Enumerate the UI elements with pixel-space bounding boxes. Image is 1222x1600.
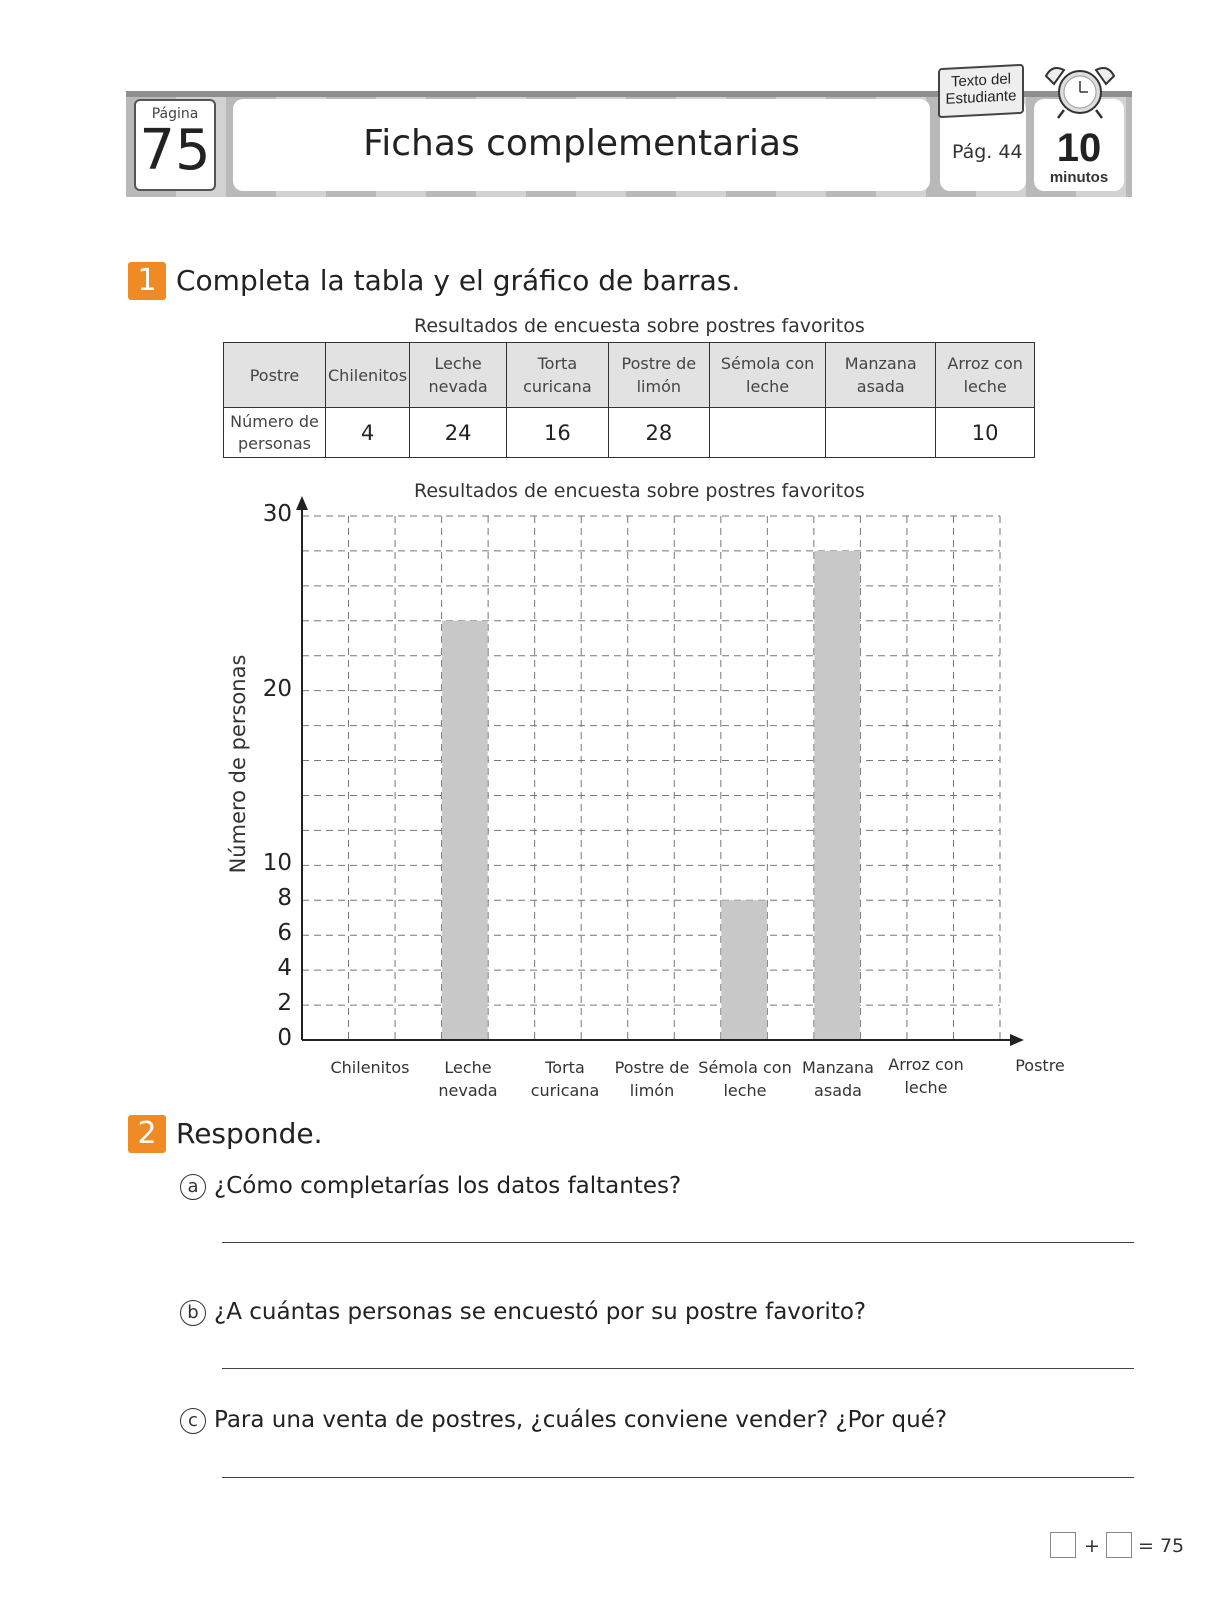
table-row-label: Número de personas [224,408,326,458]
table-cell[interactable]: 16 [507,408,609,458]
question-letter: b [180,1300,206,1326]
y-tick-label: 4 [277,955,292,982]
time-value: 10 [1056,126,1102,170]
section2-number-badge: 2 [128,1115,166,1153]
time-unit: minutos [1049,169,1109,186]
table-cell[interactable]: 10 [936,408,1035,458]
answer-line[interactable] [222,1242,1134,1243]
x-category-label: Sémola con leche [698,1058,792,1100]
book-page: Pág. 44 [952,141,1023,163]
page-number: 75 [139,118,211,183]
table-column-header: Chilenitos [326,343,410,408]
y-tick-label: 10 [262,850,292,877]
section1-instruction: Completa la tabla y el gráfico de barras. [176,264,741,297]
footer-box-1[interactable] [1050,1532,1076,1558]
y-tick-label: 30 [262,501,292,527]
table-column-header: Postre de limón [608,343,709,408]
x-axis-arrow-icon [1010,1034,1024,1046]
question-text: ¿Cómo completarías los datos faltantes? [214,1173,682,1199]
y-tick-label: 0 [277,1025,292,1051]
y-tick-label: 20 [262,675,292,702]
question-letter: c [180,1408,206,1434]
x-category-label: Postre de limón [614,1058,690,1100]
x-category-label: Manzana asada [802,1058,874,1100]
bar [721,900,767,1040]
question-text: Para una venta de postres, ¿cuáles conviene vender? ¿Por qué? [214,1407,948,1433]
x-category-label: Chilenitos [330,1058,410,1077]
book-ref-line2: Estudiante [945,87,1017,108]
chart-grid [302,516,1000,1040]
section2-instruction: Responde. [176,1117,323,1150]
table-cell[interactable]: 4 [326,408,410,458]
footer-box-2[interactable] [1106,1532,1132,1558]
page-label: Página [151,106,199,122]
y-tick-label: 2 [277,990,292,1017]
answer-line[interactable] [222,1368,1134,1369]
footer-equals: = 75 [1138,1535,1185,1557]
table-header-label: Postre [224,343,326,408]
book-ref-line1: Texto del [950,70,1012,91]
y-tick-label: 6 [277,920,292,947]
table-cell[interactable]: 28 [608,408,709,458]
chart-axes [296,496,1024,1046]
footer-plus: + [1084,1535,1100,1557]
chart-y-axis-label: Número de personas [226,654,250,874]
table-column-header: Sémola con leche [710,343,826,408]
x-category-label: Leche nevada [438,1058,498,1100]
table-column-header: Leche nevada [410,343,507,408]
chart-title: Resultados de encuesta sobre postres favoritos [414,480,865,502]
section1-number-badge: 1 [128,262,166,300]
chart-x-axis-label: Postre [1015,1056,1065,1075]
bar [814,551,860,1040]
question-text: ¿A cuántas personas se encuestó por su postre favorito? [214,1299,867,1325]
question-letter: a [180,1174,206,1200]
y-axis-arrow-icon [296,496,308,510]
page-title: Fichas complementarias [363,123,800,164]
table-column-header: Arroz con leche [936,343,1035,408]
x-category-label: Arroz con leche [888,1055,964,1097]
y-tick-label: 8 [277,885,292,912]
table-column-header: Manzana asada [826,343,936,408]
table-cell[interactable]: 24 [410,408,507,458]
bar [442,621,488,1040]
x-category-label: Torta curicana [530,1058,600,1100]
table-column-header: Torta curicana [507,343,609,408]
table-title: Resultados de encuesta sobre postres favoritos [414,315,865,337]
answer-line[interactable] [222,1477,1134,1478]
